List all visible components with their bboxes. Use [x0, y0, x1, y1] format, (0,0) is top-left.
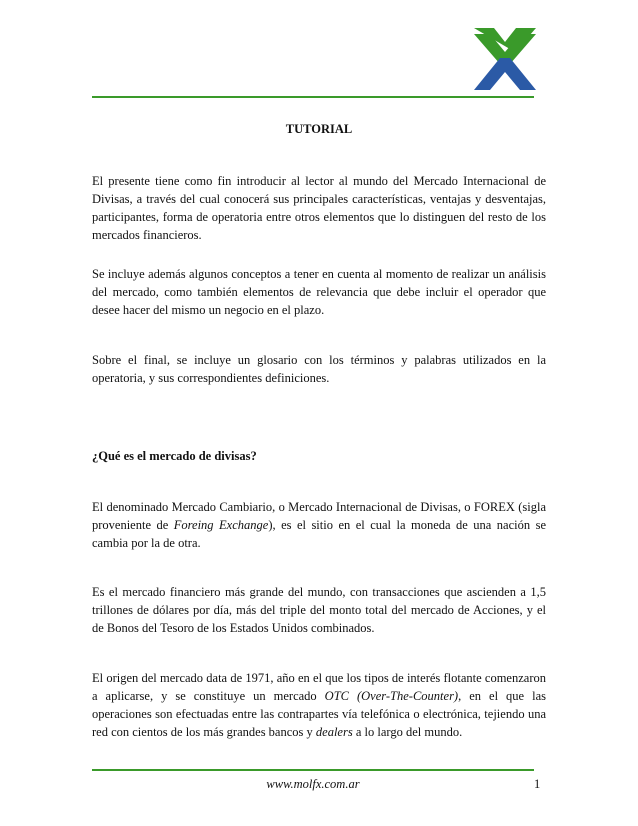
foreing-exchange-term: Foreing Exchange: [173, 518, 269, 532]
section-paragraph-3: El origen del mercado data de 1971, año en el que los tipos de interés flotante comenzaron a aplicarse, y se constituye un mercado OTC (Over-The-Counter), en el que las operaciones son efectuadas entre las contrapartes vía telefónica o electrónica, tejiendo una red con cientos de los más grandes bancos y dealers a lo largo del mundo.: [92, 671, 546, 739]
page-number: 1: [534, 777, 541, 791]
section-heading: ¿Qué es el mercado de divisas?: [92, 449, 257, 463]
intro-paragraph-3: Sobre el final, se incluye un glosario con los términos y palabras utilizados en la operatoria, y sus correspondientes definiciones.: [92, 353, 546, 385]
molfx-x-logo-icon: [474, 28, 536, 90]
dealers-term: dealers: [315, 725, 353, 739]
intro-paragraph-1: El presente tiene como fin introducir al lector al mundo del Mercado Internacional de Divisas, a través del cual conocerá sus principales características, ventajas y desventajas, participantes, forma de operatoria entre otros elementos que lo distinguen del resto de los mercados financieros.: [92, 174, 546, 242]
otc-term: OTC (Over-The-Counter): [324, 689, 459, 703]
intro-paragraph-2: Se incluye además algunos conceptos a tener en cuenta al momento de realizar un análisis del mercado, como también elementos de relevancia que debe incluir el operador que desee hacer del mismo un negocio en el plazo.: [92, 267, 546, 317]
footer-url-link[interactable]: www.molfx.com.ar: [266, 777, 360, 791]
footer-rule: [92, 769, 534, 771]
section-paragraph-1: El denominado Mercado Cambiario, o Mercado Internacional de Divisas, o FOREX (sigla proveniente de Foreing Exchange), es el sitio en el cual la moneda de una nación se cambia por la de otra.: [92, 500, 546, 550]
page-title: TUTORIAL: [285, 122, 353, 136]
section-paragraph-2: Es el mercado financiero más grande del mundo, con transacciones que ascienden a 1,5 trillones de dólares por día, más del triple del monto total del mercado de Acciones, y el de Bonos del Tesoro de los Estados Unidos combinados.: [92, 585, 546, 635]
header-rule: [92, 96, 534, 98]
